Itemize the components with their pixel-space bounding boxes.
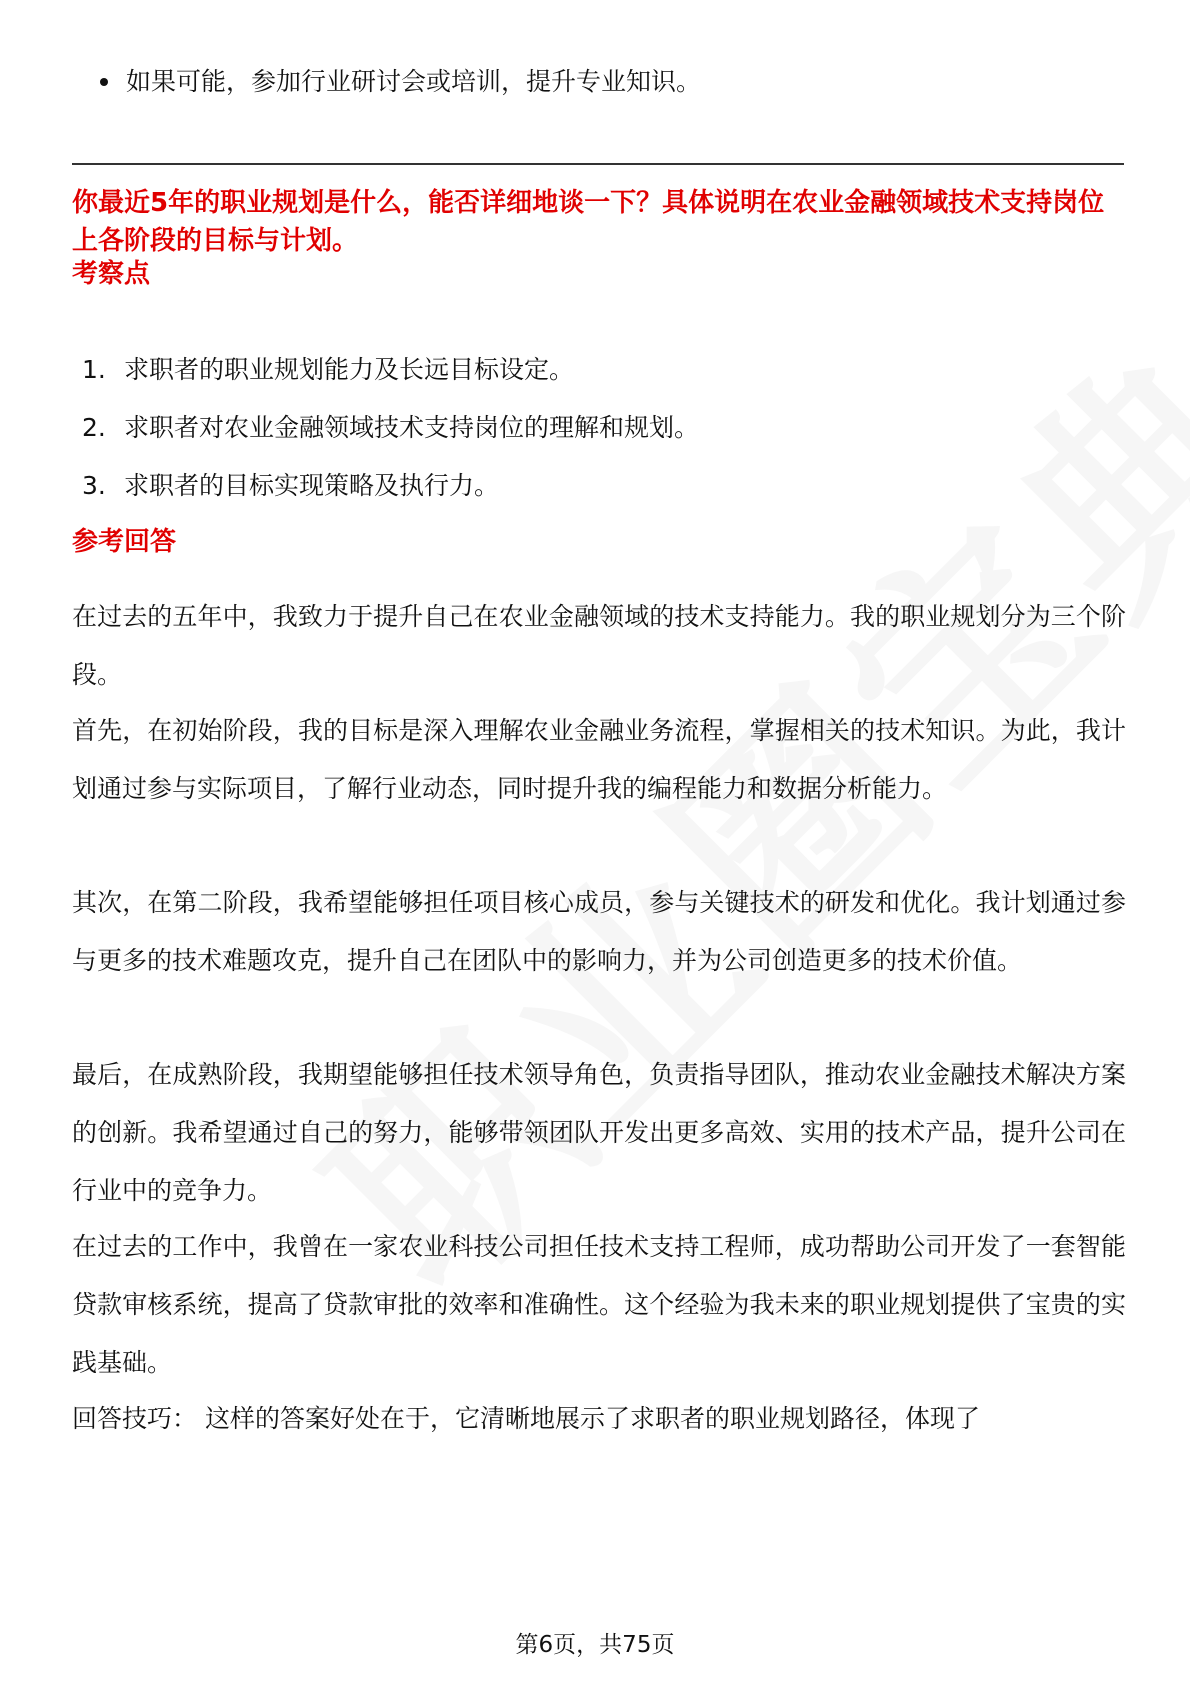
list-item (82, 352, 699, 388)
list-text: 求职者对农业金融领域技术支持岗位的理解和规划。 (124, 413, 700, 442)
question-title: 你最近5年的职业规划是什么，能否详细地谈一下？具体说明在农业金融领域技术支持岗位上各阶段的目标与计划。 (72, 188, 1105, 256)
list-number: 3. (82, 471, 106, 500)
list-item (82, 468, 699, 504)
assessment-list (82, 352, 699, 526)
bullet-item (100, 64, 701, 100)
bullet-text: 如果可能，参加行业研讨会或培训，提升专业知识。 (126, 67, 702, 96)
assessment-heading: 考察点 (72, 259, 151, 289)
list-number: 1. (82, 355, 106, 384)
page-number: 第6页，共75页 (515, 1632, 675, 1658)
answer-paragraph: 在过去的工作中，我曾在一家农业科技公司担任技术支持工程师，成功帮助公司开发了一套智能贷款审核系统，提高了贷款审批的效率和准确性。这个经验为我未来的职业规划提供了宝贵的实践基础。 (72, 1232, 1126, 1377)
section-divider (72, 163, 1124, 165)
list-item (82, 410, 699, 446)
answer-paragraph: 在过去的五年中，我致力于提升自己在农业金融领域的技术支持能力。我的职业规划分为三个阶段。 (72, 602, 1126, 689)
answer-tip-paragraph: 回答技巧： 这样的答案好处在于，它清晰地展示了求职者的职业规划路径，体现了 (72, 1404, 980, 1433)
bullet-dot-icon (100, 78, 108, 86)
list-number: 2. (82, 413, 106, 442)
answer-paragraph: 首先，在初始阶段，我的目标是深入理解农业金融业务流程，掌握相关的技术知识。为此，我计划通过参与实际项目，了解行业动态，同时提升我的编程能力和数据分析能力。 (72, 716, 1126, 803)
answer-paragraph: 最后，在成熟阶段，我期望能够担任技术领导角色，负责指导团队，推动农业金融技术解决方案的创新。我希望通过自己的努力，能够带领团队开发出更多高效、实用的技术产品，提升公司在行业中的竞争力。 (72, 1060, 1126, 1205)
answer-paragraph: 其次，在第二阶段，我希望能够担任项目核心成员，参与关键技术的研发和优化。我计划通过参与更多的技术难题攻克，提升自己在团队中的影响力，并为公司创造更多的技术价值。 (72, 888, 1126, 975)
list-text: 求职者的职业规划能力及长远目标设定。 (124, 355, 575, 384)
answer-heading: 参考回答 (72, 527, 177, 557)
list-text: 求职者的目标实现策略及执行力。 (124, 471, 500, 500)
